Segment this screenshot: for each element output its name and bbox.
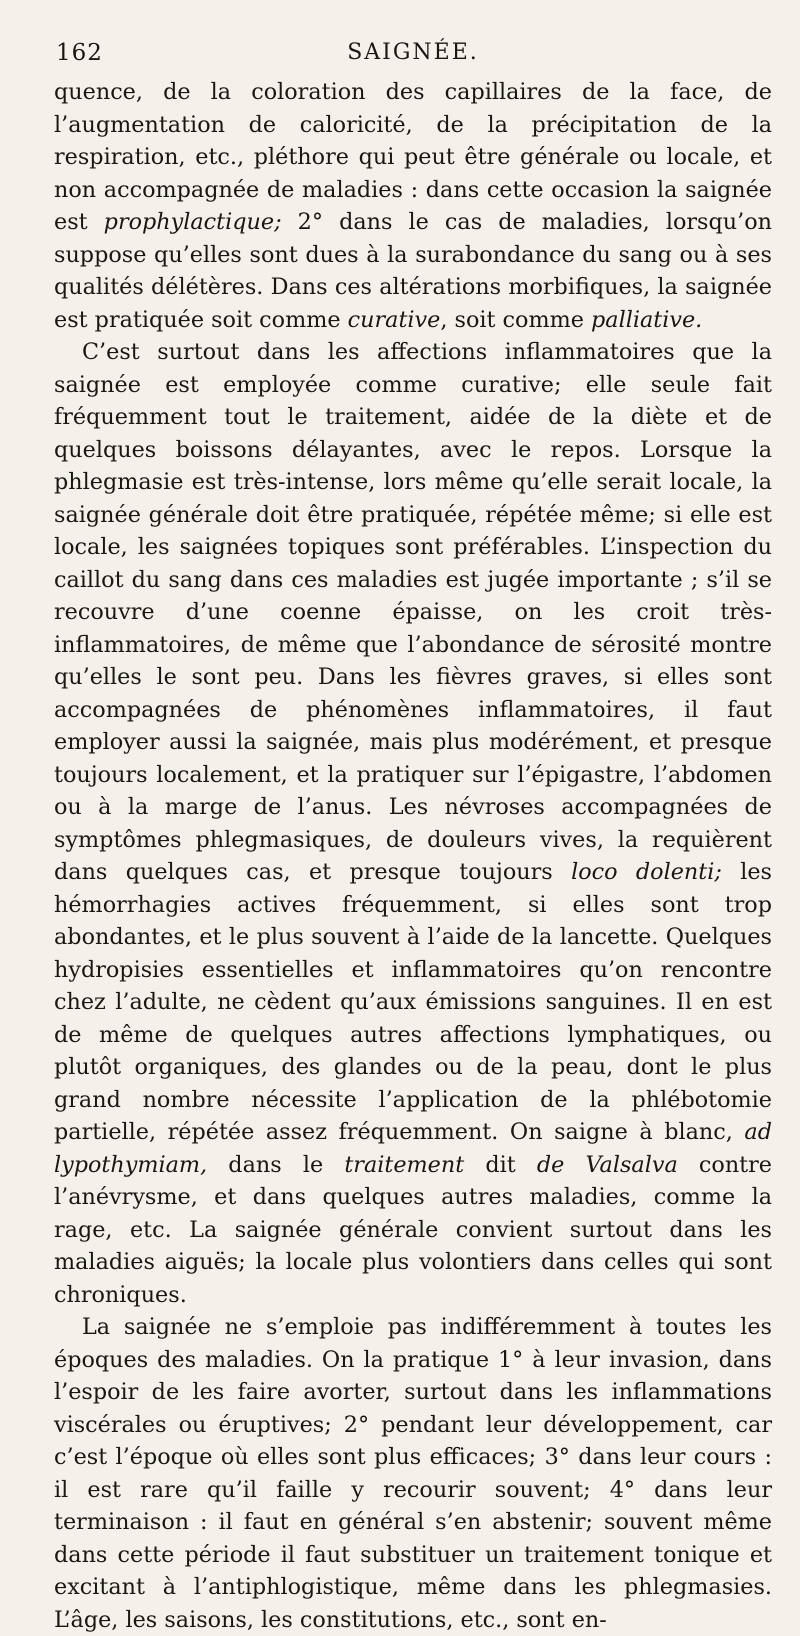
italic-text: palliative. — [591, 306, 703, 333]
running-title: SAIGNÉE. — [347, 40, 479, 65]
text-run: les hémorrhagies actives fréquemment, si elles sont trop abondantes, et le plus souvent à l’aide de la lancette. Quelques hydropisies essentielles et inflammatoires qu’on rencontre chez l’adulte, ne cèdent qu’aux émissions sanguines. Il en est de même de quelques autres affections lymphatiques, ou plutôt organiques, des glandes ou de la peau, dont le plus grand nombre nécessite l’application de la phlébotomie partielle, répétée assez fréquemment. On saigne à blanc, — [54, 859, 773, 1145]
italic-text: de Valsalva — [536, 1151, 678, 1178]
page-header — [54, 40, 772, 76]
text-run: dans le — [207, 1151, 345, 1178]
italic-text: prophylactique; — [103, 209, 282, 235]
paragraph-1 — [54, 76, 772, 336]
text-run: La saignée ne s’emploie pas indifféremment à toutes les époques des maladies. On la pratique 1° à leur invasion, dans l’espoir de les faire avorter, surtout dans les inflammations viscérales ou éruptives; 2° pendant leur développement, car c’est l’époque où elles sont plus efficaces; 3° dans leur cours : il est rare qu’il faille y recourir souvent; 4° dans leur terminaison : il faut en général s’en abstenir; souvent même dans cette période il faut substituer un traitement tonique et excitant à l’antiphlogistique, même dans les phlegmasies. L’âge, les saisons, les constitutions, etc., sont en- — [54, 1314, 772, 1633]
text-run: 2° dans le cas de maladies, lorsqu’on suppose qu’elles sont dues à la surabondance du sang ou à ses qualités délétères. Dans ces altérations morbifiques, la saignée est pratiquée soit comme — [54, 209, 772, 333]
body-text — [54, 76, 772, 1636]
text-run: , soit comme — [440, 306, 592, 333]
paragraph-2 — [54, 336, 772, 1311]
italic-text: curative — [347, 306, 441, 333]
page-number: 162 — [56, 40, 103, 66]
italic-text: traitement — [344, 1151, 465, 1178]
text-run: C’est surtout dans les affections inflammatoires que la saignée est employée comme curative; elle seule fait fréquemment tout le traitement, aidée de la diète et de quelques boissons délayantes, avec le repos. Lorsque la phlegmasie est très-intense, lors même qu’elle serait locale, la saignée générale doit être pratiquée, répétée même; si elle est locale, les saignées topiques sont préférables. L’inspection du caillot du sang dans ces maladies est jugée importante ; s’il se recouvre d’une coenne épaisse, on les croit très-inflammatoires, de même que l’abondance de sérosité montre qu’elles le sont peu. Dans les fièvres graves, si elles sont accompagnées de phénomènes inflammatoires, il faut employer aussi la saignée, mais plus modérément, et presque toujours localement, et la pratiquer sur l’épigastre, l’abdomen ou à la marge de l’anus. Les névroses accompagnées de symptômes phlegmasiques, de douleurs vives, la requièrent dans quelques cas, et presque toujours — [54, 339, 772, 885]
text-run: quence, de la coloration des capillaires de la face, de l’augmentation de caloricité, de la précipitation de la respiration, etc., pléthore qui peut être générale ou locale, et non accompagnée de maladies : dans cette occasion la saignée est — [54, 79, 772, 235]
italic-text: loco dolenti; — [571, 859, 722, 885]
italic-text: ad lypothymiam, — [54, 1119, 772, 1178]
text-run: contre l’anévrysme, et dans quelques autres maladies, comme la rage, etc. La saignée générale convient surtout dans les maladies aiguës; la locale plus volontiers dans celles qui sont chroniques. — [54, 1151, 772, 1308]
paragraph-3 — [54, 1311, 772, 1636]
text-run: dit — [464, 1151, 537, 1178]
